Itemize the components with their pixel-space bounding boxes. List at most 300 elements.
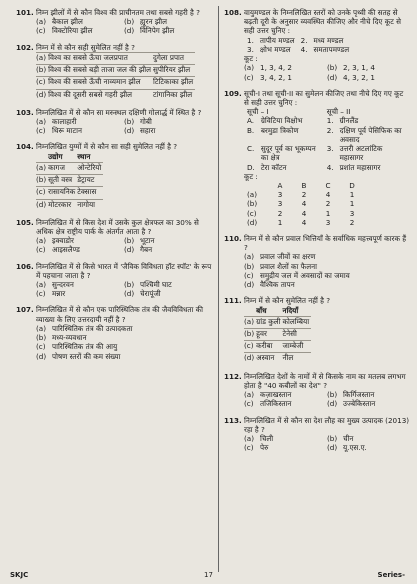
code-header: A [277,180,283,190]
option-label: (c) [36,342,46,352]
code-row [244,199,364,208]
option-text: सहारा [140,126,156,136]
question-text: निम्न में से कौन सुमेलित नहीं है ? [244,296,331,306]
option-row [36,236,212,245]
match-row [244,353,311,365]
question-head [224,372,410,390]
code-row [244,190,364,199]
match-table [36,152,103,211]
code-header: C [325,180,331,190]
option-text: भूटान [140,236,155,246]
option-label: (d) [327,72,338,82]
option [36,117,124,126]
option-label: (d) [36,89,48,101]
option-text: सुन्दरवन [52,280,74,290]
option [327,390,410,399]
code-label: कूट : [244,54,258,64]
option-text: गोबी [140,116,152,126]
match-header-row [36,152,103,163]
option-label: (c) [244,341,256,353]
question-number: 102. [16,42,34,52]
option [327,63,410,72]
option [327,73,410,82]
list-row [244,163,410,172]
list-1-letter: C. [247,144,255,154]
option-label: (a) [244,390,255,400]
match-table [244,306,311,365]
option-text: आइसलैण्ड [52,245,80,255]
option [244,271,410,280]
option-label: (b) [244,329,256,341]
question-head [224,416,410,434]
option-label: (b) [36,333,47,343]
option-label: (c) [36,126,46,136]
options-list [36,17,212,35]
option-label: (c) [244,270,254,280]
option-label: (c) [247,208,257,218]
question-106 [16,262,212,299]
pair-left: विश्व की सबसे बड़ी ताजा जल की झील [48,65,153,77]
question-109 [224,89,410,227]
statement-number: 3. [247,44,254,54]
option-label: (a) [36,280,47,290]
code-value: 2 [277,208,283,218]
option-text: ह्यूरन झील [140,17,168,27]
pair-right: टेक्सास [77,187,103,199]
option-label: (c) [244,399,254,409]
question-text: निम्नलिखित में से कौन एक पारिस्थितिक तंत्र की जैवविविधता की व्याख्या के लिए उत्तरदायी नहीं है ? [36,305,204,324]
question-head [16,8,212,17]
list-2-header: सूची – II [326,107,351,117]
list-1-item: ग्रेविटिया विक्षोभ [260,116,303,126]
option-label: (c) [244,443,254,453]
option-text: पारिस्थितिक तंत्र की आयु [52,342,118,352]
option-label: (b) [247,199,258,209]
option [124,289,212,298]
question-head [16,43,212,52]
option [327,434,410,443]
option-row [36,117,212,126]
list-2-item: दक्षिण पूर्व पेसिफिक का अवसाद [339,125,402,144]
option-text: समुद्रीय जल में अवसादों का जमाव [260,270,350,280]
pair-left: हूवर [256,329,282,341]
list-2-number: 3. [326,144,334,154]
match-row [36,187,103,199]
question-head [16,218,212,236]
option-label: (b) [36,65,48,77]
option-label: (c) [36,187,48,199]
option-row [36,126,212,135]
code-value: 3 [277,199,283,209]
match-table [36,52,195,101]
option [36,245,124,254]
question-number: 105. [16,217,34,227]
option-label: (d) [124,289,135,299]
option-label: (a) [247,190,258,200]
question-number: 111. [224,296,242,306]
match-row [244,316,311,328]
option-label: (b) [36,175,48,187]
code-header: D [349,180,355,190]
code-value: 3 [277,190,283,200]
list-1-header: सूची – I [247,107,269,117]
option-text: 2, 3, 1, 4 [343,63,375,73]
option-text: बैकाल झील [52,17,83,27]
question-text: निम्न में से कौन प्रवाल भित्तियाँ के सर्वाधिक महत्त्वपूर्ण कारक हैं ? [244,234,407,253]
option-label: (b) [327,63,338,73]
pair-right: जाम्बेजी [282,341,311,353]
option-label: (a) [36,162,48,174]
option-row [36,289,212,298]
option-label: (c) [36,26,46,36]
options-list [244,390,410,408]
question-text: निम्नलिखित में से किस देश में उसके कुल क्षेत्रफल का 30% से अधिक क्षेत्र राष्ट्रीय पार्क के अंतर्गत आता है ? [36,217,199,236]
question-text: वायुमण्डल के निम्नलिखित स्तरों को उनके पृथ्वी की सतह से बढ़ती दूरी के अनुसार व्यवस्थित कीजिए और नीचे दिए कूट से सही उत्तर चुनिए : [244,8,401,36]
question-104 [16,142,212,210]
match-row [36,162,103,174]
options-list [36,324,212,361]
list-match-table [244,107,410,172]
option-text: प्रवाल जीवों का क्षरण [260,252,316,262]
option [36,352,212,361]
option-text: यू.एस.ए. [343,443,367,453]
option-label: (d) [36,199,48,211]
question-number: 110. [224,234,242,244]
list-1-letter: B. [247,125,255,135]
option-row [244,390,410,399]
option [244,280,410,289]
code-value: 2 [301,190,307,200]
question-103 [16,108,212,136]
match-row [36,89,195,101]
code-value: 3 [349,208,355,218]
option-label: (d) [124,126,135,136]
option-label: (d) [244,280,255,290]
match-row [244,329,311,341]
page-number: 17 [204,571,213,580]
code-value: 2 [349,217,355,227]
question-number: 112. [224,371,242,381]
option-label: (d) [244,353,256,365]
option [244,443,327,452]
option-text: विनिपेग झील [140,26,175,36]
question-number: 113. [224,415,242,425]
option-label: (c) [244,72,254,82]
code-value: 1 [277,217,283,227]
code-value: 3 [325,217,331,227]
option-text: गैबन [140,245,153,255]
blank-cell [244,181,268,190]
option [36,342,212,351]
match-row [36,199,103,211]
statement-text: क्षोभ मण्डल [259,44,291,54]
pair-left: अस्वान [256,353,282,365]
question-110 [224,234,410,289]
option-label: (b) [124,116,135,126]
option [124,26,212,35]
list-2-item: ग्रीनलैंड [339,116,359,126]
list-row [244,116,410,125]
left-column [16,8,212,368]
option-text: उज्बेकिस्तान [343,399,376,409]
pair-left: विश्व की दूसरी सबसे गहरी झील [48,89,153,101]
options-list [244,434,410,452]
option-label: (a) [244,316,256,328]
option-label: (a) [36,52,48,64]
question-text: निम्नलिखित युग्मों में से कौन सा सही सुमेलित नहीं है ? [36,142,178,152]
option-row [244,73,410,82]
option [244,390,327,399]
question-text: निम्नलिखित में से कौन सा मरुस्थल दक्षिणी गोलार्द्ध में स्थित है ? [36,107,202,117]
question-number: 106. [16,261,34,271]
question-head [224,89,410,107]
option-label: (d) [327,399,338,409]
code-value: 1 [349,199,355,209]
pair-right: नागोया [77,199,103,211]
options-list [244,252,410,289]
option-text: 3, 4, 2, 1 [260,72,292,82]
pair-right: नील [282,353,311,365]
question-101 [16,8,212,36]
option [124,280,212,289]
option-text: पारिस्थितिक तंत्र की उत्पादकता [52,323,133,333]
column-header-left: उद्योग [48,151,63,161]
option-text: किर्गिजस्तान [343,390,375,400]
pair-right: डेट्रायट [77,175,103,187]
option-label: (b) [244,261,255,271]
option [36,236,124,245]
option-text: 4, 3, 2, 1 [343,72,375,82]
pair-left: ग्रांड कुली [256,316,282,328]
question-text: निम्न झीलों में से कौन विश्व की प्राचीनतम तथा सबसे गहरी है ? [36,8,200,17]
pair-left: करीबा [256,341,282,353]
question-105 [16,218,212,255]
question-102 [16,43,212,101]
question-head [224,296,410,305]
option-text: विक्टोरिया झील [52,26,93,36]
pair-left: विश्व का सबसे ऊँचा जलप्रपात [48,52,153,64]
option [124,126,212,135]
statement-text: समतापमण्डल [313,44,350,54]
list-1-letter: A. [247,116,255,126]
option-row [244,434,410,443]
option-label: (a) [36,323,47,333]
statement-number: 4. [300,44,308,54]
option-label: (c) [36,77,48,89]
list-2-number: 4. [326,162,334,172]
option-text: थिरू माटान [52,126,82,136]
pair-right: टांगानिका झील [153,89,195,101]
answer-code-table [244,181,364,227]
option-label: (d) [36,351,47,361]
statement-list [244,36,352,54]
question-head [224,8,410,36]
question-111 [224,296,410,364]
list-header-row [244,107,410,116]
option-label: (a) [244,63,255,73]
statement-row [244,36,352,45]
booklet-code: SKJC [10,571,29,580]
statement-text: तापीय मण्डल [259,35,295,45]
option-label: (c) [36,289,46,299]
option [36,17,124,26]
statement-text: मध्य मण्डल [313,35,344,45]
option-text: कज़ाखस्तान [260,390,292,400]
options-list [36,280,212,298]
option-row [36,245,212,254]
code-row [244,218,364,227]
question-113 [224,416,410,453]
code-value: 4 [301,217,307,227]
code-label: कूट : [244,171,258,181]
statement-number: 1. [247,35,254,45]
question-number: 107. [16,305,34,315]
option-text: मध्य-व्यवधान [52,333,87,343]
list-1-letter: D. [247,162,255,172]
option-row [36,26,212,35]
option-label: (b) [124,17,135,27]
list-row [244,126,410,144]
pair-left: विश्व की सबसे ऊँची नाव्यमान झील [48,77,153,89]
question-number: 104. [16,142,34,152]
column-header-right: नदियाँ [282,305,299,315]
question-head [16,262,212,280]
list-2-number: 1. [326,116,334,126]
list-1-item: बरमुडा त्रिकोण [260,125,299,135]
match-row [36,65,195,77]
option [244,73,327,82]
statement-number: 2. [300,35,308,45]
option-row [36,280,212,289]
option [124,245,212,254]
option [244,434,327,443]
option-text: इक्वाडोर [52,236,74,246]
list-2-number: 2. [326,125,334,135]
option-label: (b) [327,390,338,400]
question-number: 101. [16,8,34,17]
option [36,333,212,342]
option-row [244,443,410,452]
pair-left: सूती वस्त्र [48,175,77,187]
code-value: 4 [325,190,331,200]
option-text: कालाहारी [52,116,77,126]
series-label: Series- [377,571,405,580]
code-header-row [244,181,364,190]
option-label: (d) [124,245,135,255]
pair-left: रासायनिक [48,187,77,199]
code-header: B [301,180,307,190]
question-text: निम्नलिखित में से किसे भारत में 'जैविक विविधता हॉट स्पॉट' के रूप में पहचाना जाता है ? [36,261,212,280]
list-row [244,144,410,162]
option-label: (a) [244,433,255,443]
option [244,262,410,271]
option-text: मन्नार [52,289,66,299]
match-row [244,341,311,353]
option-row [244,399,410,408]
option-label: (d) [124,26,135,36]
question-text: निम्नलिखित देशों के नामों में से किसके नाम का मतलब लगभग होता है "40 कबीलों का देश" ? [244,371,406,390]
code-value: 2 [325,199,331,209]
pair-right: टेनेसी [282,329,311,341]
question-head [16,108,212,117]
pair-right: सुपीरियर झील [153,65,195,77]
option-text: तजिकिस्तान [260,399,292,409]
option-text: पोषण स्तरों की कम संख्या [52,351,121,361]
question-head [16,142,212,151]
option-label: (d) [247,217,258,227]
list-1-item: सुदूर पूर्व का भूकम्पन का क्षेत्र [260,144,316,163]
option [124,17,212,26]
list-1-item: टेरा कॉटन [260,162,287,172]
question-number: 103. [16,107,34,117]
question-text: निम्न में से कौन सही सुमेलित नहीं है ? [36,42,135,52]
option-text: चेरापूंजी [140,289,161,299]
question-head [224,234,410,252]
option [124,117,212,126]
question-107 [16,305,212,360]
option-label: (a) [36,236,47,246]
question-head [16,305,212,323]
pair-right: ओन्टेरियो [77,162,103,174]
blank-cell [244,306,256,317]
code-value: 4 [301,208,307,218]
option [124,236,212,245]
option-label: (a) [244,252,255,262]
option [244,399,327,408]
options-list [36,236,212,254]
option [36,324,212,333]
question-number: 108. [224,8,242,17]
option [36,289,124,298]
option-label: (c) [36,245,46,255]
option-label: (a) [36,17,47,27]
list-2-item: प्रशांत महासागर [339,162,381,172]
option-text: प्रवाल शैलों का फैलना [260,261,317,271]
option-text: पेरु [260,443,269,453]
option [327,399,410,408]
option [244,252,410,261]
match-row [36,52,195,64]
option-label: (b) [327,433,338,443]
question-112 [224,372,410,409]
pair-left: मोटरकार [48,199,77,211]
option-text: पश्चिमी घाट [140,280,172,290]
option-label: (b) [124,236,135,246]
statement-row [244,45,352,54]
list-2-item: उत्तरी अटलांटिक महासागर [339,144,383,163]
blank-cell [36,152,48,163]
code-row [244,209,364,218]
column-header-right: स्थान [77,151,91,161]
option-row [36,17,212,26]
question-108 [224,8,410,82]
options-list [36,117,212,135]
match-row [36,77,195,89]
option-row [244,63,410,72]
code-value: 1 [325,208,331,218]
option-label: (a) [36,116,47,126]
option [327,443,410,452]
option [244,63,327,72]
pair-right: टिटिकाका झील [153,77,195,89]
right-column [224,8,410,459]
question-number: 109. [224,88,242,98]
match-row [36,175,103,187]
column-divider [218,6,219,572]
column-header-left: बाँध [256,305,267,315]
pair-left: कागज [48,162,77,174]
option-text: चिली [260,433,274,443]
